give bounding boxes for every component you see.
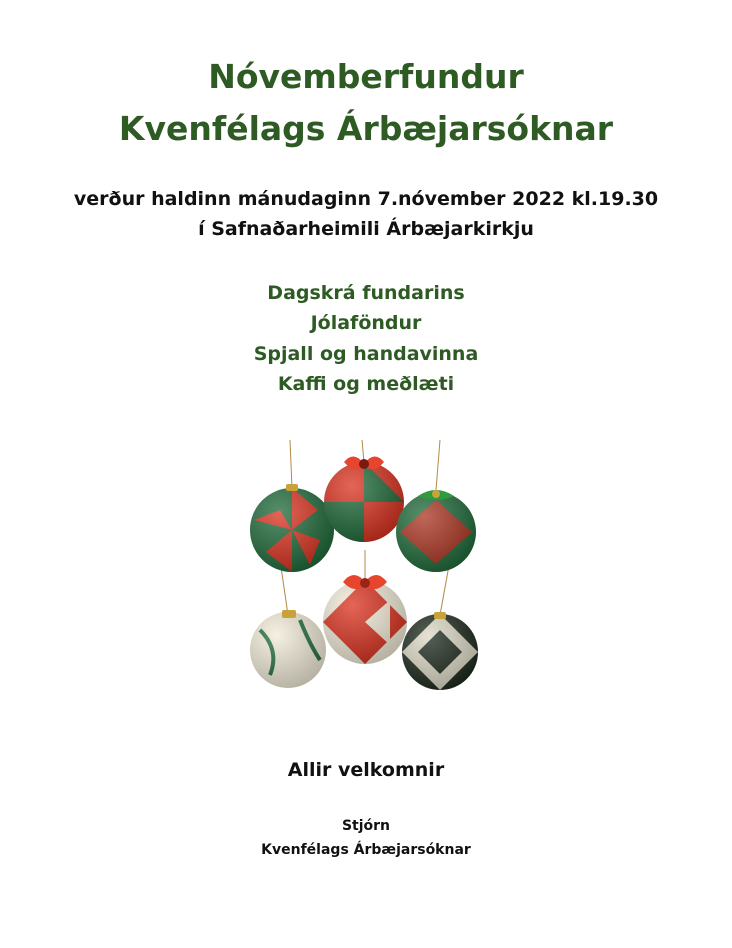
meeting-location-text: í Safnaðarheimili Árbæjarkirkju [198, 218, 534, 240]
ornament-red-bow [324, 456, 404, 542]
page-title-line-1: Nóvemberfundur [208, 57, 524, 96]
signature-line-1: Stjórn [341, 818, 391, 834]
agenda-item: Jólaföndur [310, 312, 422, 334]
agenda-item: Kaffi og meðlæti [277, 373, 455, 395]
agenda-title: Dagskrá fundarins [267, 282, 465, 304]
ornament-cream-holly [250, 610, 326, 688]
agenda-item: Spjall og handavinna [253, 343, 479, 365]
ornament-green-red [250, 484, 334, 572]
meeting-date-text: verður haldinn mánudaginn 7.nóvember 2022 kl.19.30 [73, 188, 659, 210]
christmas-ornaments-illustration [240, 440, 490, 710]
welcome-text: Allir velkomnir [287, 759, 445, 781]
ornament-green-holly [396, 490, 476, 572]
ornament-red-cream-bow [323, 575, 407, 664]
signature-line-2: Kvenfélags Árbæjarsóknar [261, 842, 471, 858]
ornament-black-cream [402, 612, 478, 690]
page-title-line-2: Kvenfélags Árbæjarsóknar [118, 109, 614, 148]
